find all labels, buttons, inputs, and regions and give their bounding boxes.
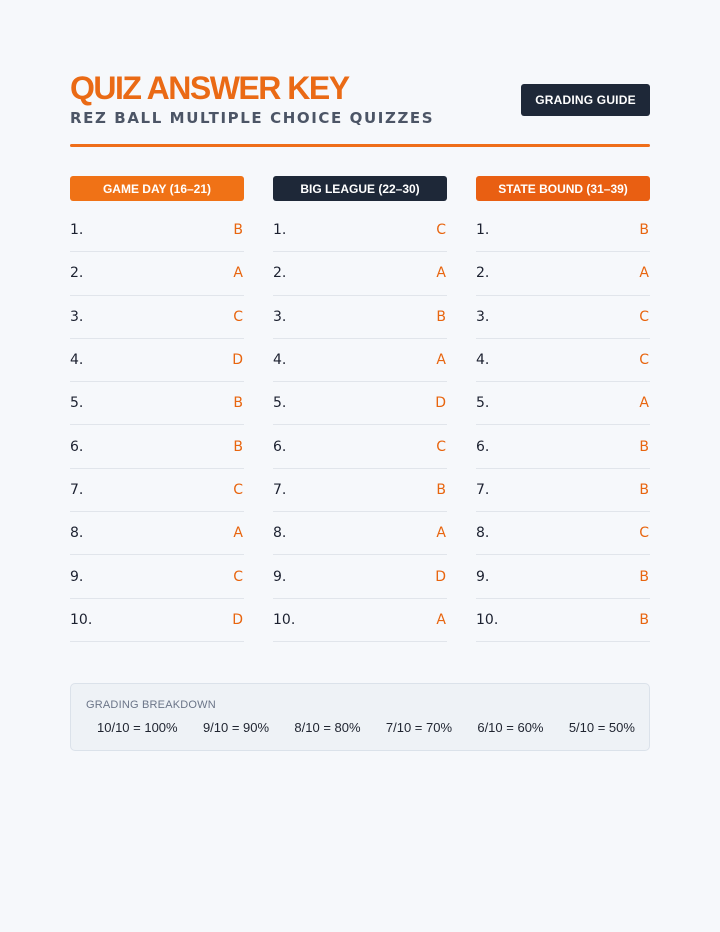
question-number: 2. (273, 265, 287, 282)
quiz-header: STATE BOUND (31–39) (476, 176, 650, 201)
question-number: 9. (273, 568, 287, 585)
answer-letter: B (639, 438, 649, 455)
answer-letter: A (233, 265, 243, 282)
question-number: 8. (70, 525, 84, 542)
answer-row (273, 425, 447, 468)
question-number: 4. (273, 352, 287, 369)
answer-row (476, 555, 650, 598)
answer-letter: B (639, 611, 649, 628)
question-number: 6. (70, 438, 84, 455)
answer-letter: C (436, 438, 446, 455)
question-number: 7. (70, 481, 84, 498)
answer-row (476, 469, 650, 512)
answer-letter: A (233, 525, 243, 542)
answer-row (70, 339, 244, 382)
question-number: 7. (273, 481, 287, 498)
breakdown-item: 10/10 = 100% (97, 720, 178, 735)
answer-letter: B (639, 481, 649, 498)
answer-letter: A (436, 352, 446, 369)
answer-letter: A (639, 265, 649, 282)
answer-letter: A (639, 395, 649, 412)
question-number: 8. (273, 525, 287, 542)
breakdown-item: 5/10 = 50% (568, 720, 635, 735)
answer-row (273, 469, 447, 512)
answer-letter: B (233, 395, 243, 412)
answer-letter: B (233, 222, 243, 239)
answer-row (70, 252, 244, 295)
question-number: 10. (476, 611, 499, 628)
question-number: 3. (476, 308, 490, 325)
question-number: 10. (273, 611, 296, 628)
answer-row (273, 512, 447, 555)
question-number: 2. (70, 265, 84, 282)
quiz-column-big-league (273, 176, 447, 642)
answer-letter: B (436, 481, 446, 498)
header-divider (70, 144, 650, 147)
answer-row (273, 296, 447, 339)
answer-row (476, 599, 650, 642)
answer-row (476, 296, 650, 339)
question-number: 4. (476, 352, 490, 369)
breakdown-item: 7/10 = 70% (385, 720, 453, 735)
answer-row (70, 382, 244, 425)
answer-row (476, 252, 650, 295)
question-number: 6. (476, 438, 490, 455)
answer-row (70, 209, 244, 252)
answer-letter: C (233, 308, 243, 325)
answer-row (273, 555, 447, 598)
answer-row (70, 469, 244, 512)
question-number: 6. (273, 438, 287, 455)
page-title: QUIZ ANSWER KEY (70, 70, 349, 106)
question-number: 7. (476, 481, 490, 498)
answer-row (476, 339, 650, 382)
question-number: 1. (273, 222, 287, 239)
answer-letter: C (436, 222, 446, 239)
question-number: 9. (70, 568, 84, 585)
answer-letter: B (436, 308, 446, 325)
question-number: 4. (70, 352, 84, 369)
answer-letter: A (436, 265, 446, 282)
answer-letter: C (233, 481, 243, 498)
breakdown-item: 8/10 = 80% (294, 720, 361, 735)
answer-letter: A (436, 525, 446, 542)
breakdown-label: GRADING BREAKDOWN (86, 699, 216, 711)
grading-breakdown (70, 683, 650, 751)
answer-letter: C (639, 308, 649, 325)
answer-row (70, 512, 244, 555)
answer-letter: A (436, 611, 446, 628)
answer-row (273, 209, 447, 252)
question-number: 3. (273, 308, 287, 325)
breakdown-item: 6/10 = 60% (477, 720, 544, 735)
answer-letter: D (435, 395, 446, 412)
question-number: 9. (476, 568, 490, 585)
answer-row (476, 382, 650, 425)
answer-letter: D (435, 568, 446, 585)
question-number: 5. (273, 395, 287, 412)
answer-row (273, 382, 447, 425)
answer-row (476, 512, 650, 555)
question-number: 5. (70, 395, 84, 412)
answer-letter: D (232, 611, 243, 628)
answer-row (476, 209, 650, 252)
answer-letter: D (232, 352, 243, 369)
question-number: 5. (476, 395, 490, 412)
answer-letter: B (639, 222, 649, 239)
question-number: 2. (476, 265, 490, 282)
quiz-header: GAME DAY (16–21) (70, 176, 244, 201)
answer-row (273, 252, 447, 295)
answer-letter: C (639, 352, 649, 369)
answer-row (273, 339, 447, 382)
answer-letter: C (233, 568, 243, 585)
breakdown-items (97, 720, 635, 735)
quiz-header: BIG LEAGUE (22–30) (273, 176, 447, 201)
page-subtitle: REZ BALL MULTIPLE CHOICE QUIZZES (70, 109, 435, 127)
answer-letter: B (233, 438, 243, 455)
question-number: 10. (70, 611, 93, 628)
question-number: 1. (476, 222, 490, 239)
question-number: 8. (476, 525, 490, 542)
answer-row (70, 296, 244, 339)
answer-letter: C (639, 525, 649, 542)
answer-row (70, 425, 244, 468)
question-number: 1. (70, 222, 84, 239)
answer-letter: B (639, 568, 649, 585)
answer-row (70, 599, 244, 642)
question-number: 3. (70, 308, 84, 325)
answer-row (476, 425, 650, 468)
quiz-column-game-day (70, 176, 244, 642)
answer-row (70, 555, 244, 598)
answer-row (273, 599, 447, 642)
quiz-column-state-bound (476, 176, 650, 642)
breakdown-item: 9/10 = 90% (202, 720, 270, 735)
grading-guide-button[interactable]: GRADING GUIDE (521, 84, 650, 116)
